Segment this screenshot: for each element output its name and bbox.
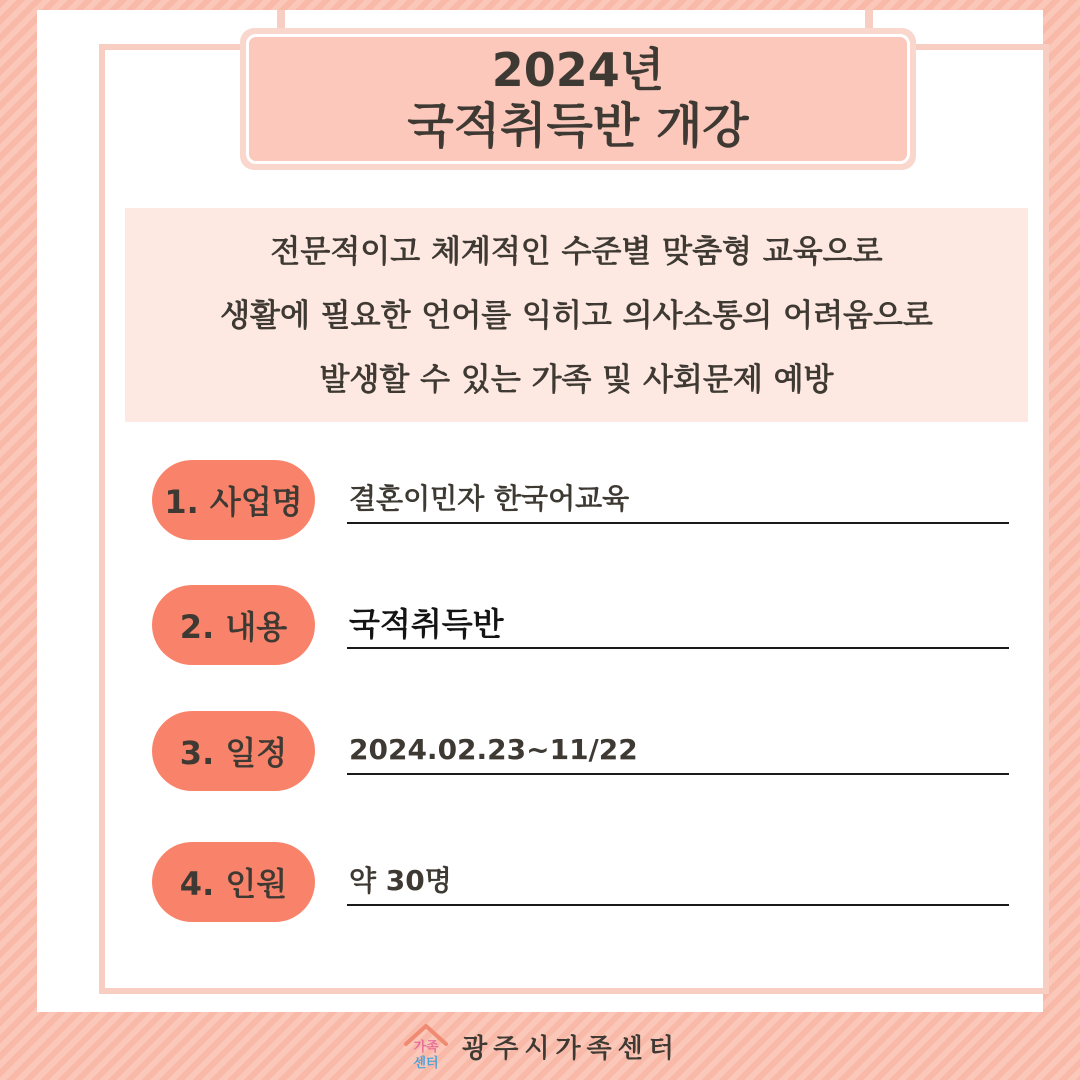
label-pill-project: 1. 사업명: [152, 460, 315, 540]
value-schedule: 2024.02.23~11/22: [347, 731, 1009, 775]
organization-name: 광주시가족센터: [462, 1033, 680, 1064]
info-row-headcount: [152, 842, 1012, 922]
label-pill-schedule: 3. 일정: [152, 711, 315, 791]
info-row-schedule: [152, 711, 1012, 791]
footer: [0, 1012, 1080, 1080]
logo-text-bottom: 센터: [413, 1056, 439, 1071]
info-row-project: [152, 460, 1012, 540]
value-project: 결혼이민자 한국어교육: [347, 480, 1009, 524]
info-row-content: [152, 585, 1012, 665]
title-year: 2024년: [491, 42, 665, 97]
value-content: 국적취득반: [347, 605, 1009, 649]
family-center-logo-icon: [400, 1020, 452, 1072]
poster-card: [37, 10, 1043, 1012]
label-pill-headcount: 4. 인원: [152, 842, 315, 922]
title-main: 국적취득반 개강: [407, 97, 749, 154]
title-inner: [246, 34, 910, 164]
description-line-1: 전문적이고 체계적인 수준별 맞춤형 교육으로: [270, 234, 883, 270]
description-box: [125, 208, 1028, 422]
logo-text-top: 가족: [413, 1040, 439, 1055]
label-pill-content: 2. 내용: [152, 585, 315, 665]
value-headcount: 약 30명: [347, 862, 1009, 906]
description-line-3: 발생할 수 있는 가족 및 사회문제 예방: [319, 362, 834, 398]
title-box: [240, 28, 916, 170]
description-line-2: 생활에 필요한 언어를 익히고 의사소통의 어려움으로: [220, 298, 933, 334]
